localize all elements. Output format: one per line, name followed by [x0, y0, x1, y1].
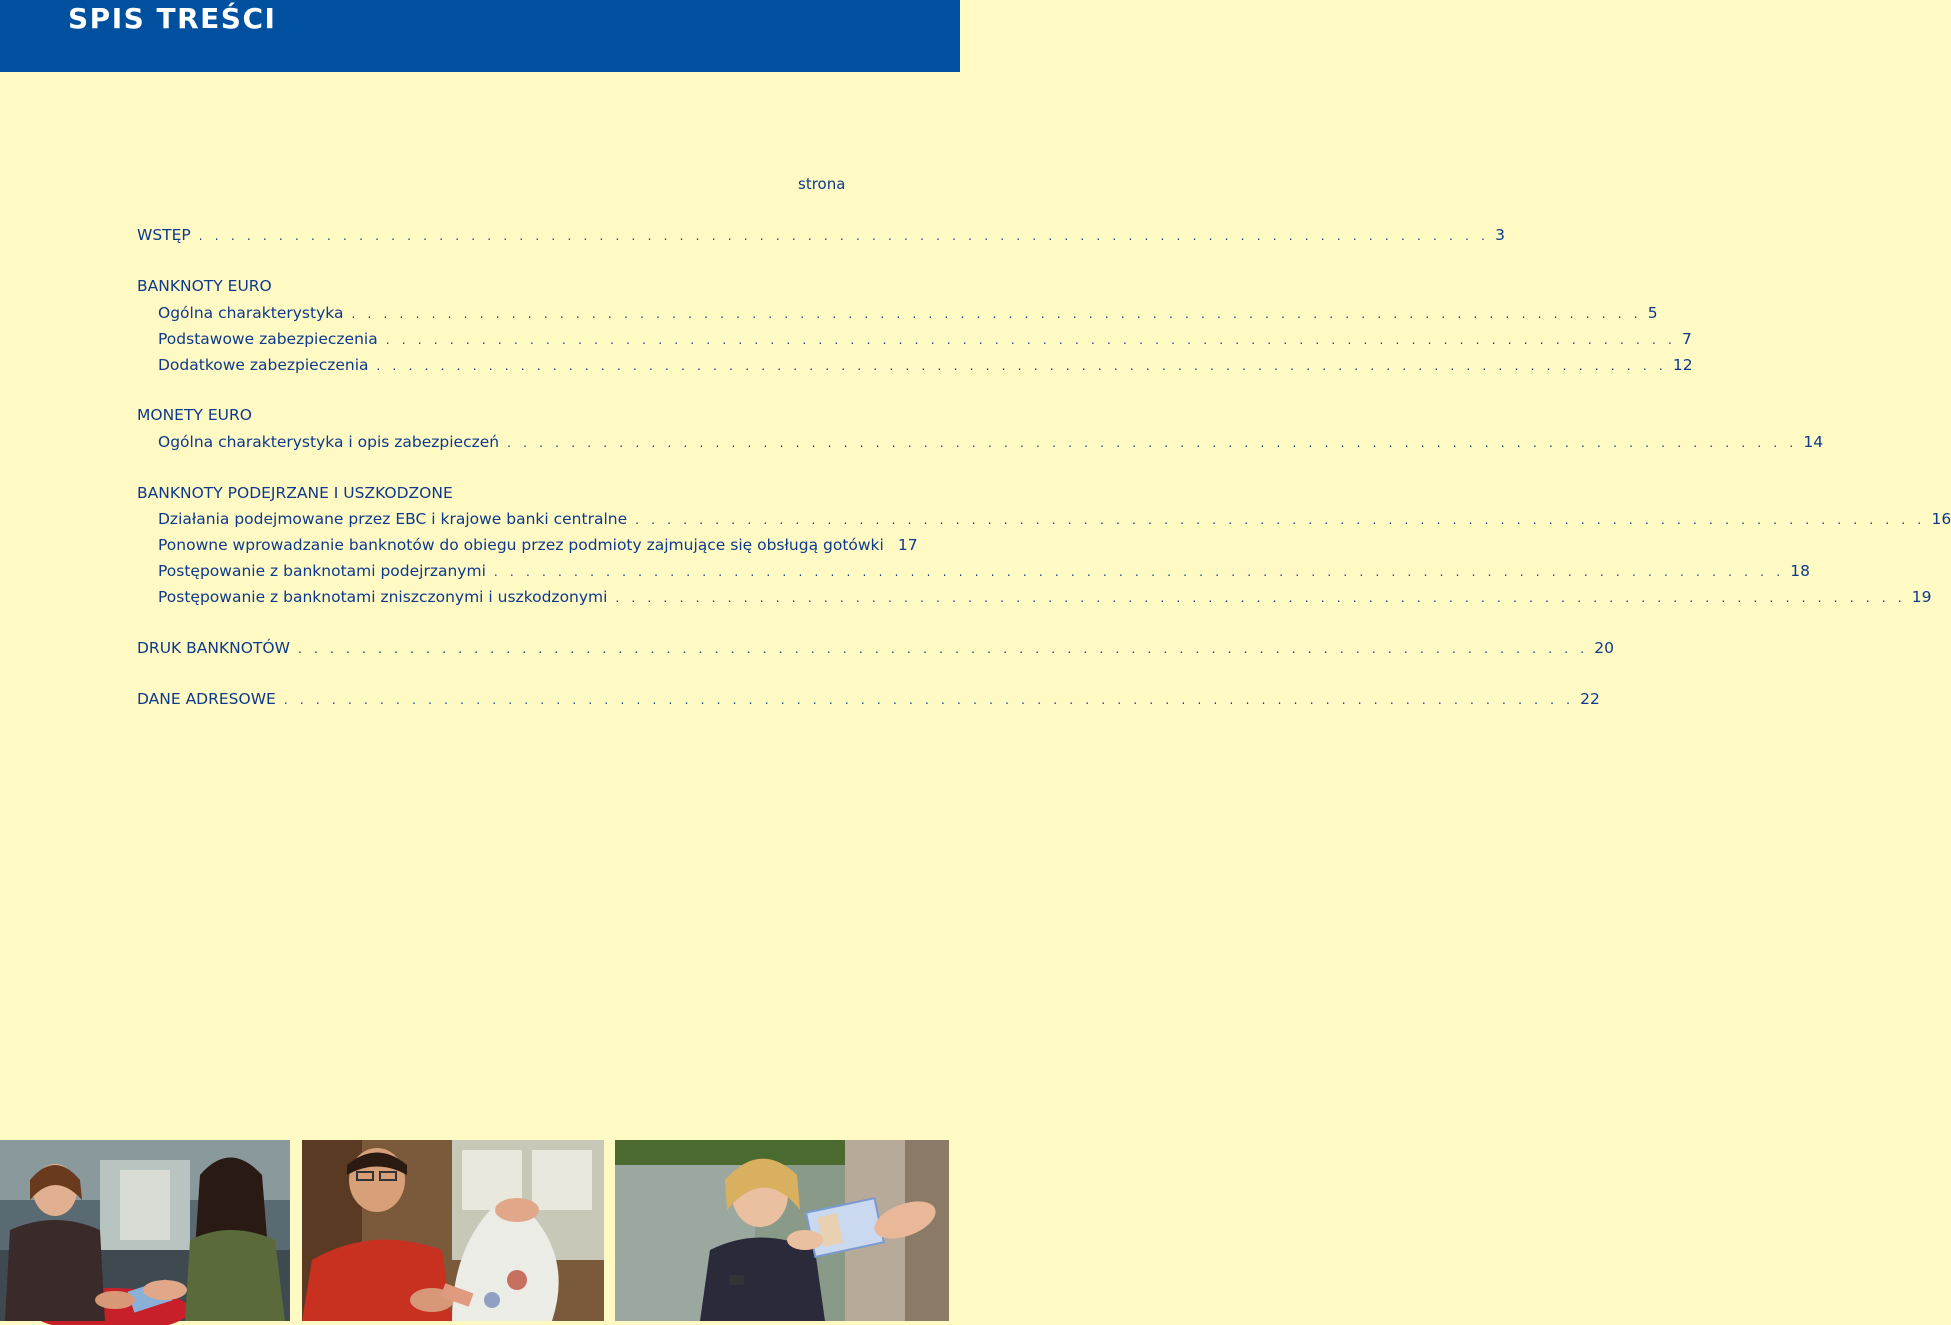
toc-entry-page: 5 — [1647, 304, 1658, 322]
toc-entry-label: Działania podejmowane przez EBC i krajowe banki centralne — [158, 510, 628, 528]
toc-leader-dots: . . . . . . . . . . . . . . . . . . . . . . . . . . . . . . . . . . . . . . . . . . . . . . . . . . . . . . . . . . . . . . . . . . . . . . . . . . . . . . . . . — [297, 642, 1589, 656]
toc-entry-label: WSTĘP — [137, 226, 191, 244]
photo-woman-illustration — [615, 1140, 949, 1321]
toc-entry-label: Ogólna charakterystyka i opis zabezpieczeń — [158, 433, 500, 451]
toc-entry[interactable] — [158, 330, 1692, 348]
toc-entry-page: 17 — [897, 536, 918, 554]
toc-leader-dots: . . . . . . . . . . . . . . . . . . . . . . . . . . . . . . . . . . . . . . . . . . . . . . . . . . . . . . . . . . . . . . . . . . . . . . . . . . . . . . . . . — [283, 693, 1575, 707]
page-title: SPIS TREŚCI — [68, 2, 277, 35]
toc-leader-dots: . . . . . . . . . . . . . . . . . . . . . . . . . . . . . . . . . . . . . . . . . . . . . . . . . . . . . . . . . . . . . . . . . . . . . . . . . . . . . . . . . — [351, 307, 1642, 321]
toc-entry-page: 7 — [1682, 330, 1692, 348]
toc-entry[interactable] — [158, 433, 1824, 451]
toc-entry[interactable] — [158, 304, 1658, 322]
toc-leader-dots: . . . . . . . . . . . . . . . . . . . . . . . . . . . . . . . . . . . . . . . . . . . . . . . . . . . . . . . . . . . . . . . . . . . . . . . . . . . . . . . . . — [376, 359, 1667, 373]
toc-entry-addresses[interactable] — [137, 690, 1600, 708]
toc-entry-page: 20 — [1594, 639, 1614, 657]
photo-woman-20-euro — [615, 1140, 949, 1321]
toc-entry-page: 16 — [1931, 510, 1951, 528]
toc-entry-label: Dodatkowe zabezpieczenia — [158, 356, 369, 374]
toc-leader-dots: . . . . . . . . . . . . . . . . . . . . . . . . . . . . . . . . . . . . . . . . . . . . . . . . . . . . . . . . . . . . . . . . . . . . . . . . . . . . . . . . . — [635, 513, 1926, 527]
toc-entry-page: 3 — [1495, 226, 1505, 244]
toc-entry-intro[interactable] — [137, 226, 1505, 244]
toc-entry-page: 12 — [1672, 356, 1693, 374]
photo-cafe-exchange — [0, 1140, 290, 1321]
toc-entry[interactable] — [158, 536, 918, 554]
toc-entry[interactable] — [158, 356, 1693, 374]
toc-leader-dots: . . . . . . . . . . . . . . . . . . . . . . . . . . . . . . . . . . . . . . . . . . . . . . . . . . . . . . . . . . . . . . . . . . . . . . . . . . . . . . . . . — [198, 229, 1490, 243]
photo-counter-bag — [302, 1140, 604, 1321]
toc-entry[interactable] — [158, 588, 1932, 606]
toc-section-heading: BANKNOTY PODEJRZANE I USZKODZONE — [137, 484, 453, 502]
toc-entry-label: Ogólna charakterystyka — [158, 304, 344, 322]
page-column-label: strona — [798, 175, 846, 193]
toc-entry-label: Postępowanie z banknotami zniszczonymi i uszkodzonymi — [158, 588, 608, 606]
photo-counter-illustration — [302, 1140, 604, 1321]
toc-entry-label: Podstawowe zabezpieczenia — [158, 330, 378, 348]
toc-entry-page: 22 — [1580, 690, 1600, 708]
toc-entry-print[interactable] — [137, 639, 1614, 657]
toc-section-heading: MONETY EURO — [137, 406, 252, 424]
toc-entry-label: Postępowanie z banknotami podejrzanymi — [158, 562, 486, 580]
toc-leader-dots: . . . . . . . . . . . . . . . . . . . . . . . . . . . . . . . . . . . . . . . . . . . . . . . . . . . . . . . . . . . . . . . . . . . . . . . . . . . . . . . . . — [507, 436, 1798, 450]
photo-strip — [0, 1140, 960, 1321]
toc-entry-label: Ponowne wprowadzanie banknotów do obiegu przez podmioty zajmujące się obsługą gotówki — [158, 536, 884, 554]
toc-entry-label: DRUK BANKNOTÓW — [137, 639, 290, 657]
toc-leader-dots: . . . . . . . . . . . . . . . . . . . . . . . . . . . . . . . . . . . . . . . . . . . . . . . . . . . . . . . . . . . . . . . . . . . . . . . . . . . . . . . . . — [385, 333, 1677, 347]
toc-entry[interactable] — [158, 510, 1951, 528]
toc-entry-page: 18 — [1790, 562, 1810, 580]
toc-section-heading: BANKNOTY EURO — [137, 277, 272, 295]
toc-entry-page: 14 — [1803, 433, 1824, 451]
toc-entry-label: DANE ADRESOWE — [137, 690, 276, 708]
toc-entry[interactable] — [158, 562, 1810, 580]
toc-leader-dots: . . . . . . . . . . . . . . . . . . . . . . . . . . . . . . . . . . . . . . . . . . . . . . . . . . . . . . . . . . . . . . . . . . . . . . . . . . . . . . . . . — [493, 565, 1785, 579]
header-bar — [0, 0, 960, 72]
toc-leader-dots: . . . . . . . . . . . . . . . . . . . . . . . . . . . . . . . . . . . . . . . . . . . . . . . . . . . . . . . . . . . . . . . . . . . . . . . . . . . . . . . . . — [615, 591, 1906, 605]
toc-entry-page: 19 — [1911, 588, 1932, 606]
photo-cafe-illustration — [0, 1140, 290, 1321]
